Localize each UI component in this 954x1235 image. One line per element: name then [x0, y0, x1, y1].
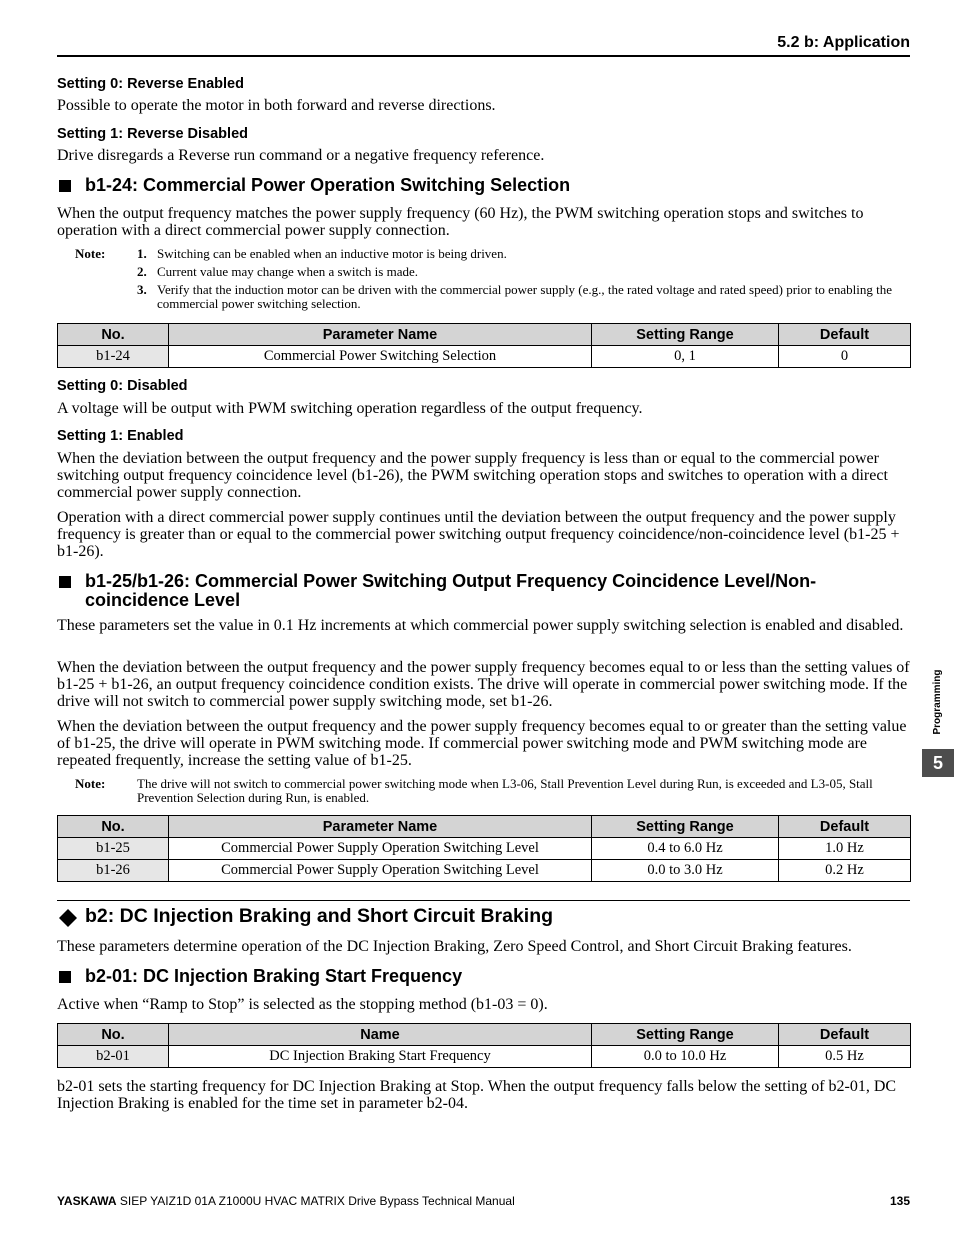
table-row	[58, 838, 911, 860]
table-header-row	[58, 816, 911, 838]
parameter-table-b2-01	[57, 1023, 911, 1068]
paragraph: Operation with a direct commercial power supply continues until the deviation between the output frequency and the power supply frequency is greater than or equal to the commercial power switching output frequency coincidence/non-coincidence level (b1-25 + b1-26).	[57, 509, 900, 560]
side-tab-label: Programming	[931, 669, 943, 735]
table-cell: Commercial Power Switching Selection	[169, 346, 592, 368]
table-header: Parameter Name	[169, 324, 592, 346]
setting-title: Setting 0: Disabled	[57, 378, 188, 394]
note-block	[57, 247, 910, 315]
table-header: Setting Range	[592, 816, 779, 838]
chapter-number-tab: 5	[922, 749, 954, 777]
table-cell: 0.2 Hz	[779, 860, 911, 882]
footer-doc-title: SIEP YAIZ1D 01A Z1000U HVAC MATRIX Drive Bypass Technical Manual	[116, 1194, 515, 1208]
setting-text: A voltage will be output with PWM switching operation regardless of the output frequency.	[57, 400, 643, 417]
table-header-row	[58, 1024, 911, 1046]
table-cell: b1-26	[58, 860, 169, 882]
diamond-bullet-icon	[58, 908, 78, 928]
table-cell: b1-24	[58, 346, 169, 368]
section-heading-b1-25	[57, 572, 910, 610]
table-header: Setting Range	[592, 324, 779, 346]
table-cell: b1-25	[58, 838, 169, 860]
footer-brand: YASKAWA	[57, 1194, 117, 1208]
square-bullet-icon	[59, 576, 71, 588]
table-header: No.	[58, 324, 169, 346]
table-row	[58, 860, 911, 882]
table-cell: 0.0 to 10.0 Hz	[592, 1046, 779, 1068]
paragraph: b2-01 sets the starting frequency for DC Injection Braking at Stop. When the output frequency falls below the setting of b2-01, DC Injection Braking is enabled for the time set in parameter b2-04.	[57, 1078, 897, 1112]
square-bullet-icon	[59, 971, 71, 983]
table-row	[58, 1046, 911, 1068]
section-rule	[57, 900, 910, 901]
note-number: 1.	[137, 246, 147, 261]
paragraph: When the deviation between the output frequency and the power supply frequency becomes equal to or greater than the setting value of b1-25, the drive will operate in PWM switching mode. If commercial power switching mode and PWM switching mode are repeated frequently, increase the setting value of b1-25.	[57, 718, 907, 769]
heading-text: b2-01: DC Injection Braking Start Frequency	[85, 966, 463, 986]
table-header: Name	[169, 1024, 592, 1046]
paragraph: Active when “Ramp to Stop” is selected as the stopping method (b1-03 = 0).	[57, 996, 548, 1013]
paragraph: When the output frequency matches the power supply frequency (60 Hz), the PWM switching operation stops and switches to operation with a direct commercial power supply connection.	[57, 205, 864, 239]
header-rule	[57, 55, 910, 57]
note-item	[137, 265, 910, 279]
setting-title: Setting 1: Enabled	[57, 428, 184, 444]
note-label: Note:	[75, 246, 106, 261]
table-cell: DC Injection Braking Start Frequency	[169, 1046, 592, 1068]
table-header: Parameter Name	[169, 816, 592, 838]
paragraph: When the deviation between the output frequency and the power supply frequency is less than or equal to the commercial power switching output frequency coincidence level (b1-26), the PWM switching operation stops and switches to operation with a direct commercial power supply connection.	[57, 450, 888, 501]
table-cell: b2-01	[58, 1046, 169, 1068]
table-header: Default	[779, 324, 911, 346]
note-text: The drive will not switch to commercial power switching mode when L3-06, Stall Prevention Level during Run, is exceeded and L3-05, Stall Prevention Selection during Run, is enabled.	[137, 776, 873, 805]
table-cell: 0.4 to 6.0 Hz	[592, 838, 779, 860]
table-cell: 0.5 Hz	[779, 1046, 911, 1068]
footer	[57, 1194, 910, 1210]
table-cell: Commercial Power Supply Operation Switching Level	[169, 838, 592, 860]
note-item	[137, 247, 910, 261]
paragraph: These parameters determine operation of the DC Injection Braking, Zero Speed Control, and Short Circuit Braking features.	[57, 938, 852, 955]
table-header-row	[58, 324, 911, 346]
page-number: 135	[889, 1194, 910, 1208]
table-header: No.	[58, 816, 169, 838]
heading-text: coincidence Level	[85, 590, 241, 610]
note-number: 3.	[137, 282, 147, 297]
paragraph: These parameters set the value in 0.1 Hz increments at which commercial power supply switching selection is enabled and disabled.	[57, 617, 904, 634]
parameter-table-b1-24	[57, 323, 911, 368]
setting-text: Possible to operate the motor in both forward and reverse directions.	[57, 97, 496, 114]
note-text: Current value may change when a switch is made.	[157, 264, 418, 279]
note-label: Note:	[75, 776, 106, 791]
heading-text: b2: DC Injection Braking and Short Circuit Braking	[85, 905, 554, 927]
table-cell: Commercial Power Supply Operation Switching Level	[169, 860, 592, 882]
note-item	[137, 283, 910, 311]
parameter-table-b1-25	[57, 815, 911, 882]
heading-text: b1-25/b1-26: Commercial Power Switching Output Frequency Coincidence Level/Non-	[85, 571, 817, 591]
table-cell: 0, 1	[592, 346, 779, 368]
table-cell: 0	[779, 346, 911, 368]
square-bullet-icon	[59, 180, 71, 192]
heading-text: b1-24: Commercial Power Operation Switching Selection	[85, 175, 571, 195]
note-text: Verify that the induction motor can be driven with the commercial power supply (e.g., the rated voltage and rated speed) prior to enabling the commercial power switching selection.	[157, 282, 892, 311]
table-cell: 0.0 to 3.0 Hz	[592, 860, 779, 882]
setting-title: Setting 1: Reverse Disabled	[57, 126, 248, 142]
table-row	[58, 346, 911, 368]
note-block	[57, 777, 910, 805]
paragraph: When the deviation between the output frequency and the power supply frequency becomes equal to or less than the setting values of b1-25 + b1-26, an output frequency coincidence condition exists. The drive will operate in commercial power switching mode. If the drive will not switch to commercial power supply switching mode, set b1-26.	[57, 659, 910, 710]
table-header: No.	[58, 1024, 169, 1046]
table-header: Setting Range	[592, 1024, 779, 1046]
section-heading-b1-24	[57, 176, 910, 195]
setting-text: Drive disregards a Reverse run command or a negative frequency reference.	[57, 147, 545, 164]
table-header: Default	[779, 816, 911, 838]
table-header: Default	[779, 1024, 911, 1046]
section-heading-b2-01	[57, 967, 910, 986]
note-number: 2.	[137, 264, 147, 279]
table-cell: 1.0 Hz	[779, 838, 911, 860]
section-heading-b2	[57, 905, 910, 927]
running-header: 5.2 b: Application	[777, 34, 910, 51]
setting-title: Setting 0: Reverse Enabled	[57, 76, 244, 92]
note-text: Switching can be enabled when an inductive motor is being driven.	[157, 246, 507, 261]
